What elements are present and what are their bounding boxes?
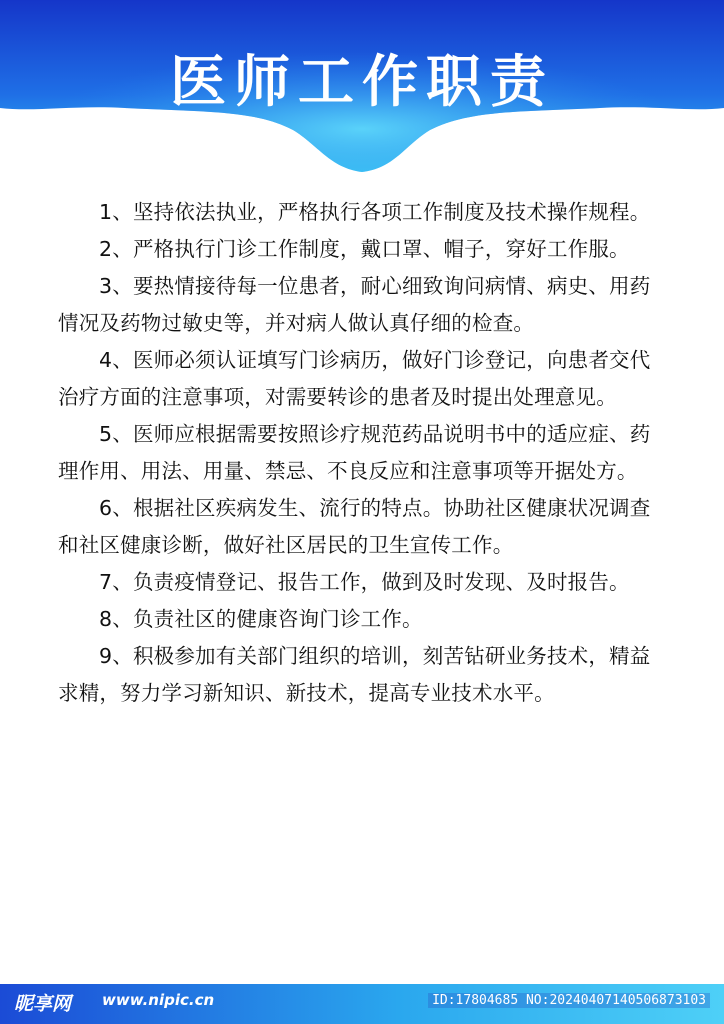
footer-bar [0, 984, 724, 1024]
duties-list [58, 194, 670, 712]
duty-item-2: 2、严格执行门诊工作制度，戴口罩、帽子，穿好工作服。 [99, 237, 630, 261]
page-title: 医师工作职责 [170, 50, 554, 115]
duty-item-1: 1、坚持依法执业，严格执行各项工作制度及技术操作规程。 [99, 200, 651, 224]
duty-item-6: 6、根据社区疾病发生、流行的特点。协助社区健康状况调查和社区健康诊断，做好社区居民的卫生宣传工作。 [58, 496, 651, 557]
duty-item-9: 9、积极参加有关部门组织的培训，刻苦钻研业务技术，精益求精，努力学习新知识、新技术，提高专业技术水平。 [58, 644, 651, 705]
duty-item-4: 4、医师必须认证填写门诊病历，做好门诊登记，向患者交代治疗方面的注意事项，对需要转诊的患者及时提出处理意见。 [58, 348, 651, 409]
duty-item-5: 5、医师应根据需要按照诊疗规范药品说明书中的适应症、药理作用、用法、用量、禁忌、不良反应和注意事项等开据处方。 [58, 422, 651, 483]
watermark-url[interactable]: www.nipic.cn [102, 991, 215, 1009]
duty-item-8: 8、负责社区的健康咨询门诊工作。 [99, 607, 423, 631]
duty-item-7: 7、负责疫情登记、报告工作，做到及时发现、及时报告。 [99, 570, 630, 594]
watermark-logo: 昵享网 [14, 993, 72, 1015]
duty-item-3: 3、要热情接待每一位患者，耐心细致询问病情、病史、用药情况及药物过敏史等，并对病人做认真仔细的检查。 [58, 274, 651, 335]
image-id-text: ID:17804685 NO:20240407140506873103 [428, 993, 710, 1008]
